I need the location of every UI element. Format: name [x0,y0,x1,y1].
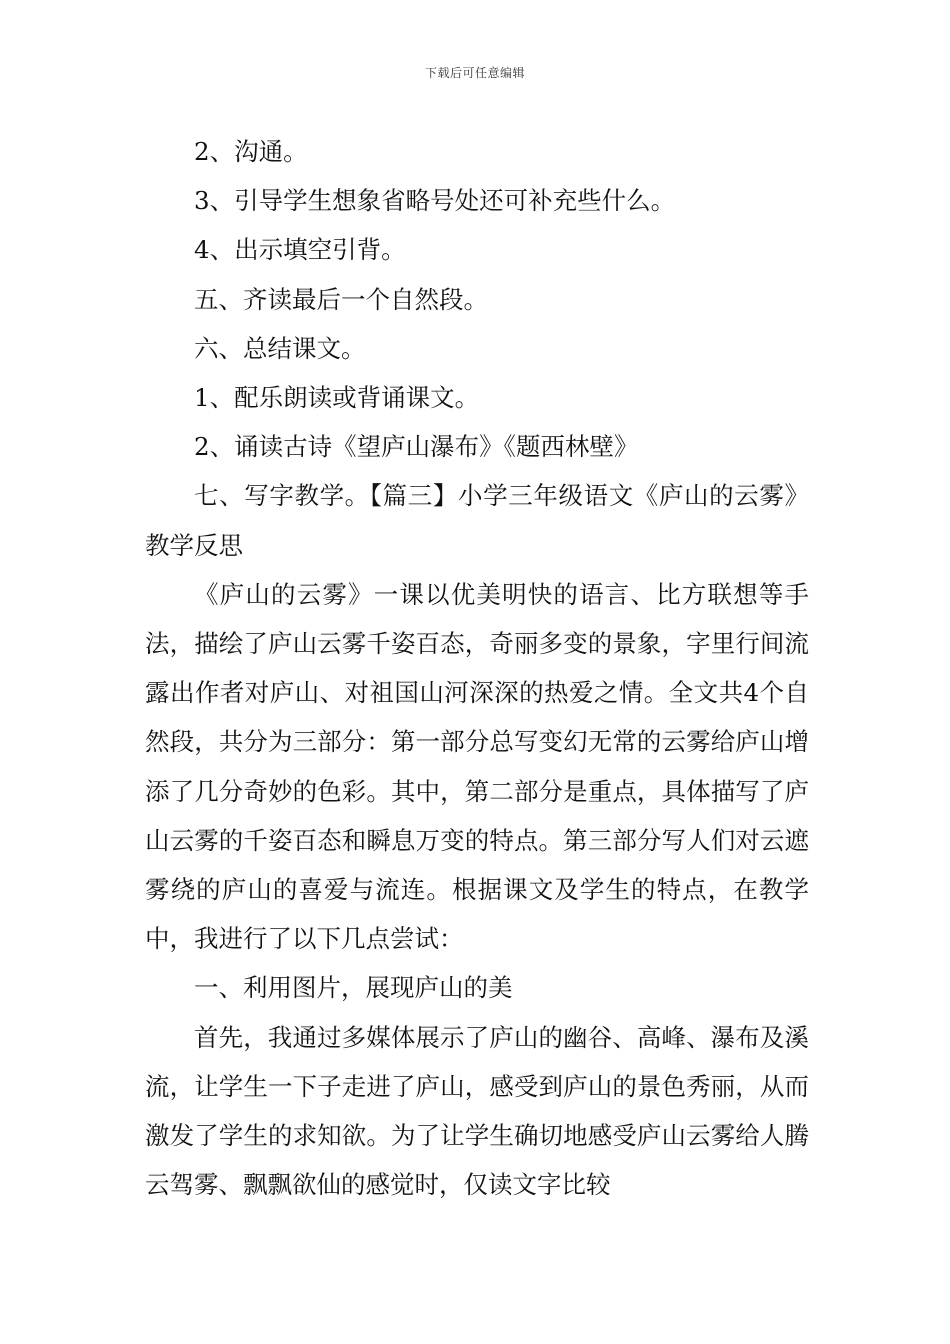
document-body [145,127,809,1209]
paragraph-8: 七、写字教学。【篇三】小学三年级语文《庐山的云雾》教学反思 [145,481,809,560]
paragraph-3: 4、出示填空引背。 [194,235,406,265]
paragraph-10: 一、利用图片，展现庐山的美 [194,973,513,1003]
page-header: 下载后可任意编辑 [424,66,525,80]
paragraph-2: 3、引导学生想象省略号处还可补充些什么。 [194,186,676,216]
paragraph-5: 六、总结课文。 [194,333,366,363]
paragraph-11: 首先，我通过多媒体展示了庐山的幽谷、高峰、瀑布及溪流，让学生一下子走进了庐山，感受到庐山的景色秀丽，从而激发了学生的求知欲。为了让学生确切地感受庐山云雾给人腾云驾雾、飘飘欲仙的感觉时，仅读文字比较 [145,1022,809,1200]
paragraph-9: 《庐山的云雾》一课以优美明快的语言、比方联想等手法，描绘了庐山云雾千姿百态，奇丽多变的景象，字里行间流露出作者对庐山、对祖国山河深深的热爱之情。全文共4个自然段，共分为三部分：第一部分总写变幻无常的云雾给庐山增添了几分奇妙的色彩。其中，第二部分是重点，具体描写了庐山云雾的千姿百态和瞬息万变的特点。第三部分写人们对云遮雾绕的庐山的喜爱与流连。根据课文及学生的特点，在教学中，我进行了以下几点尝试： [145,579,809,954]
paragraph-7: 2、诵读古诗《望庐山瀑布》《题西林壁》 [194,432,639,462]
paragraph-4: 五、齐读最后一个自然段。 [194,284,488,314]
paragraph-1: 2、沟通。 [194,137,308,166]
paragraph-6: 1、配乐朗读或背诵课文。 [194,383,480,413]
